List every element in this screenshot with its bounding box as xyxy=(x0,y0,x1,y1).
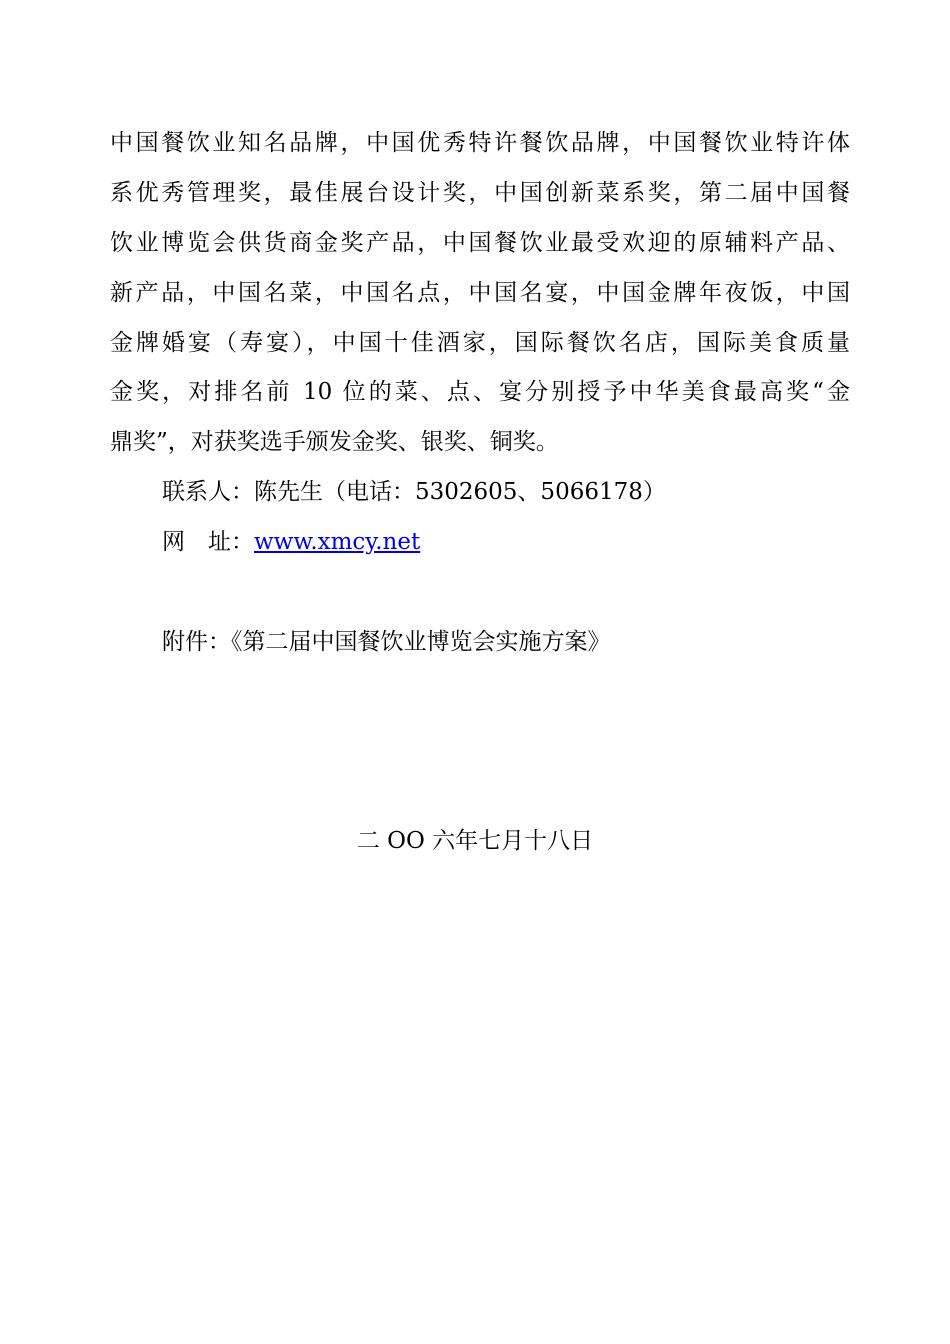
attachment-title: 《第二届中国餐饮业博览会实施方案》 xyxy=(231,629,611,655)
website-label: 网 址： xyxy=(162,529,254,555)
body-line-5: 金牌婚宴（寿宴），中国十佳酒家，国际餐饮名店，国际美食质量 xyxy=(110,330,850,356)
document-date: 二 OO 六年七月十八日 xyxy=(356,828,594,854)
contact-value: 陈先生（电话：5302605、5066178） xyxy=(254,479,666,505)
body-line-2: 系优秀管理奖，最佳展台设计奖，中国创新菜系奖，第二届中国餐 xyxy=(110,180,850,206)
body-line-1: 中国餐饮业知名品牌，中国优秀特许餐饮品牌，中国餐饮业特许体 xyxy=(110,130,850,156)
body-line-4: 新产品，中国名菜，中国名点，中国名宴，中国金牌年夜饭，中国 xyxy=(110,280,850,306)
body-line-3: 饮业博览会供货商金奖产品，中国餐饮业最受欢迎的原辅料产品、 xyxy=(110,230,850,256)
contact-line xyxy=(162,478,850,506)
body-line-7: 鼎奖”，对获奖选手颁发金奖、银奖、铜奖。 xyxy=(110,429,559,455)
attachment-line xyxy=(162,628,850,656)
website-link[interactable]: www.xmcy.net xyxy=(254,529,421,555)
body-line-6: 金奖，对排名前 10 位的菜、点、宴分别授予中华美食最高奖“金 xyxy=(110,379,850,405)
website-line xyxy=(162,528,850,556)
attachment-label: 附件： xyxy=(162,629,231,655)
contact-label: 联系人： xyxy=(162,479,254,505)
